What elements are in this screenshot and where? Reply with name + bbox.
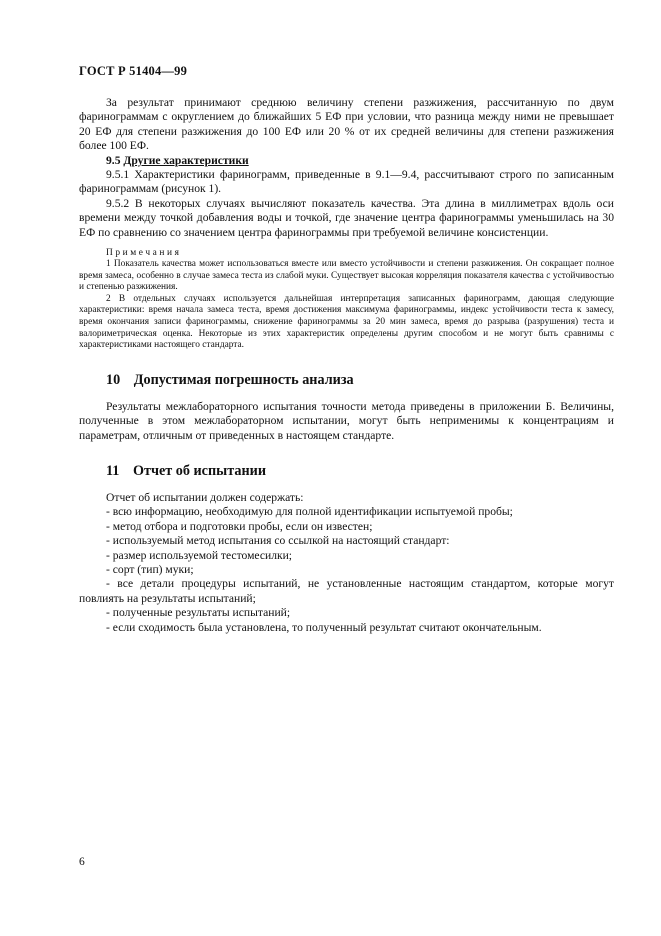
section-10-number: 10 bbox=[106, 371, 121, 388]
list-item: - полученные результаты испытаний; bbox=[106, 606, 291, 620]
list-item: - всю информацию, необходимую для полной идентификации испытуемой пробы; bbox=[106, 505, 513, 519]
section-9-5-heading bbox=[106, 154, 614, 168]
section-10-title: Допустимая погрешность анализа bbox=[133, 371, 354, 388]
note-1: 1 Показатель качества может использоваться вместе или вместо устойчивости и степени разжижения. Он сокращает полное время замеса, особенно в случае замеса теста из слабой муки. Существует высокая корреляция показателя качества с устойчивостью и степенью разжижения. bbox=[79, 259, 614, 293]
document-header: ГОСТ Р 51404—99 bbox=[79, 64, 188, 78]
list-item: - все детали процедуры испытаний, не установленные настоящим стандартом, которые могут повлиять на результаты испытаний; bbox=[79, 577, 614, 605]
list-item: - если сходимость была установлена, то полученный результат считают окончательным. bbox=[106, 620, 542, 634]
list-item: - размер используемой тестомесилки; bbox=[106, 548, 293, 562]
section-11-title: Отчет об испытании bbox=[132, 463, 266, 480]
section-11-number: 11 bbox=[106, 463, 120, 480]
list-item: - сорт (тип) муки; bbox=[106, 563, 194, 577]
section-10-paragraph: Результаты межлабораторного испытания точности метода приведены в приложении Б. Величины, полученные в этом межлабораторном испытании, могут быть неприменимы к концентрациям и параметрам, отличным от приведенных в настоящем стандарте. bbox=[79, 399, 614, 442]
list-item: - используемый метод испытания со ссылкой на настоящий стандарт: bbox=[106, 534, 450, 548]
list-item: - метод отбора и подготовки пробы, если он известен; bbox=[106, 519, 373, 533]
section-10-heading bbox=[106, 372, 614, 389]
paragraph-9-5-1: 9.5.1 Характеристики фаринограмм, приведенные в 9.1—9.4, рассчитывают строго по записанным фаринограммам (рисунок 1). bbox=[79, 168, 614, 196]
notes-title: Примечания bbox=[106, 248, 182, 259]
intro-paragraph: За результат принимают среднюю величину степени разжижения, рассчитанную по двум фаринограммам с округлением до ближайших 5 ЕФ при условии, что разница между ними не превышает 20 ЕФ для степени разжижения до 100 ЕФ или 20 % от их средней величины для степени разжижения более 100 ЕФ. bbox=[79, 96, 614, 153]
section-11-intro: Отчет об испытании должен содержать: bbox=[106, 491, 304, 505]
section-9-5-number: 9.5 bbox=[106, 153, 121, 167]
note-2: 2 В отдельных случаях используется дальнейшая интерпретация записанных фаринограмм, дающая следующие характеристики: время начала замеса теста, время достижения максимума фаринограммы, индекс устойчивости теста к замесу, время окончания записи фаринограммы, снижение фаринограммы за 20 мин замеса, время до разрыва (разрушения) теста и валориметрическая оценка. Некоторые из этих характеристик определены другим способом и не могут быть сравнимы с характеристиками настоящего стандарта. bbox=[79, 293, 614, 351]
page-content bbox=[79, 96, 614, 635]
paragraph-9-5-2: 9.5.2 В некоторых случаях вычисляют показатель качества. Эта длина в миллиметрах вдоль оси времени между точкой добавления воды и точкой, где значение центра фаринограммы уменьшилась на 30 ЕФ по сравнению со значением центра фаринограммы при требуемой величине консистенции. bbox=[79, 196, 614, 239]
page-number: 6 bbox=[79, 856, 85, 868]
section-9-5-title: Другие характеристики bbox=[123, 153, 249, 167]
section-11-heading bbox=[106, 463, 614, 480]
